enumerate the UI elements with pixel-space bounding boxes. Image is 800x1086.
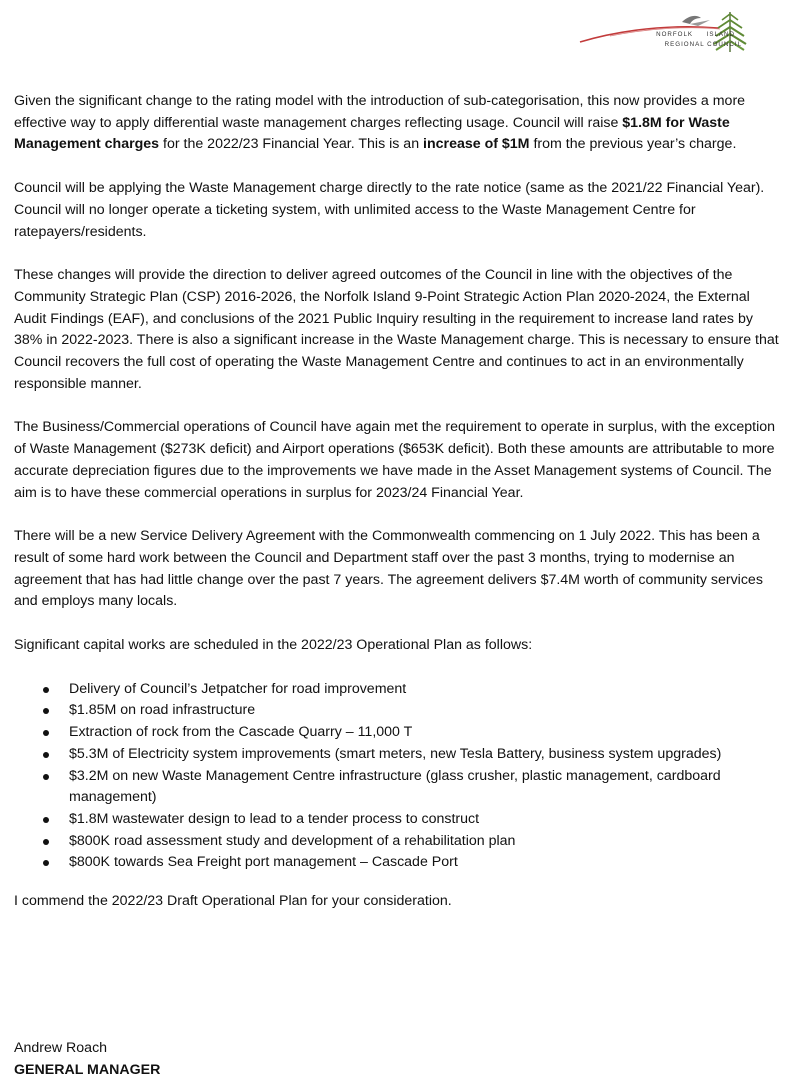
list-item: $5.3M of Electricity system improvements (smart meters, new Tesla Battery, business system upgrades) <box>14 744 779 766</box>
list-item: $800K towards Sea Freight port management – Cascade Port <box>14 852 779 874</box>
logo-text-line1: NORFOLK ISLAND <box>656 31 735 38</box>
list-item: $800K road assessment study and development of a rehabilitation plan <box>14 831 779 853</box>
paragraph-commercial-operations: The Business/Commercial operations of Council have again met the requirement to operate in surplus, with the exception of Waste Management ($273K deficit) and Airport operations ($653K deficit). Both these amounts are attributable to more accurate depreciation figures due to the improvements we have made in the Asset Management systems of Council. The aim is to have these commercial operations in surplus for 2023/24 Financial Year. <box>14 419 776 501</box>
paragraph-waste-charges: Given the significant change to the rating model with the introduction of sub-categorisation, this now provides a more effective way to apply differential waste management charges reflecting usage. Council will raise $1.8M for Waste Management charges for the 2022/23 Financial Year. This is an increase of $1M from the previous year’s charge. <box>14 93 746 153</box>
paragraph-commendation: I commend the 2022/23 Draft Operational Plan for your consideration. <box>14 893 452 910</box>
logo-text-line2: REGIONAL COUNCIL <box>664 41 742 48</box>
list-item: $1.85M on road infrastructure <box>14 700 779 722</box>
list-item: $1.8M wastewater design to lead to a tender process to construct <box>14 809 779 831</box>
list-item: $3.2M on new Waste Management Centre infrastructure (glass crusher, plastic management, cardboard management) <box>14 766 779 809</box>
signature-block <box>14 1038 160 1081</box>
signatory-name: Andrew Roach <box>14 1040 108 1056</box>
paragraph-capital-works-intro: Significant capital works are scheduled in the 2022/23 Operational Plan as follows: <box>14 637 533 654</box>
paragraph-rate-notice: Council will be applying the Waste Management charge directly to the rate notice (same as the 2021/22 Financial Year). Council will no longer operate a ticketing system, with unlimited access to the Waste Management Centre for ratepayers/residents. <box>14 180 765 240</box>
list-item: Extraction of rock from the Cascade Quarry – 11,000 T <box>14 722 779 744</box>
paragraph-service-delivery: There will be a new Service Delivery Agreement with the Commonwealth commencing on 1 July 2022. This has been a result of some hard work between the Council and Department staff over the past 3 months, trying to modernise an agreement that has had little change over the past 7 years. The agreement delivers $7.4M worth of community services and employs many locals. <box>14 528 763 610</box>
signatory-title: GENERAL MANAGER <box>14 1061 161 1078</box>
document-body <box>14 91 779 935</box>
paragraph-strategic-direction: These changes will provide the direction to deliver agreed outcomes of the Council in line with the objectives of the Community Strategic Plan (CSP) 2016-2026, the Norfolk Island 9-Point Strategic Action Plan 2020-2024, the External Audit Findings (EAF), and conclusions of the 2021 Public Inquiry resulting in the requirement to increase land rates by 38% in 2022-2023. There is also a significant increase in the Waste Management charge. This is necessary to ensure that Council recovers the full cost of operating the Waste Management Centre and continues to act in an environmentally responsible manner. <box>14 267 779 392</box>
capital-works-list <box>14 679 779 874</box>
list-item: Delivery of Council’s Jetpatcher for road improvement <box>14 679 779 701</box>
